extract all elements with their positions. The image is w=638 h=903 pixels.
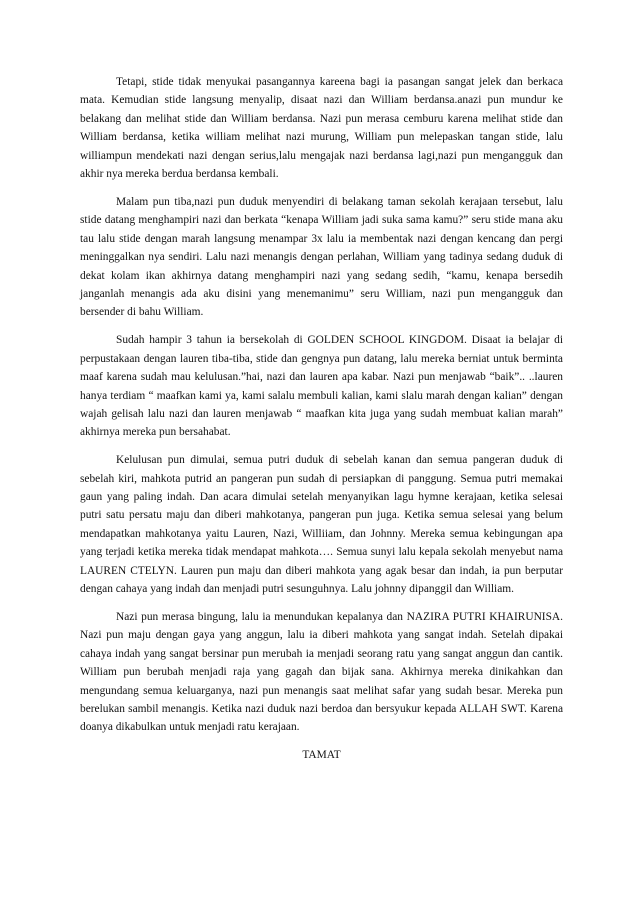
paragraph-2: Malam pun tiba,nazi pun duduk menyendiri di belakang taman sekolah kerajaan tersebut, lalu stide datang menghampiri nazi dan berkata “kenapa William jadi suka sama kamu?” seru stide mana aku tau lalu stide dengan marah langsung menampar 3x lalu ia membentak nazi dengan kencang dan pergi meninggalkan nya sendiri. Lalu nazi menangis dengan perlahan, William yang tadinya sedang duduk di dekat kolam ikan akhirnya datang menghampiri nazi yang sedang sedih, “kamu, kenapa bersedih janganlah menangis ada aku disini yang menemanimu” seru William, nazi pun mengangguk dan bersender di bahu William.: [80, 195, 563, 319]
document-page: [80, 73, 563, 774]
ending-label: TAMAT: [302, 749, 341, 762]
paragraph-3: Sudah hampir 3 tahun ia bersekolah di GOLDEN SCHOOL KINGDOM. Disaat ia belajar di perpustakaan dengan lauren tiba-tiba, stide dan gengnya pun datang, lalu mereka berniat untuk berminta maaf karena sudah mau kelulusan.”hai, nazi dan lauren apa kabar. Nazi pun menjawab “baik”.. ..lauren hanya terdiam “ maafkan kami ya, kami salalu membuli kalian, kami slalu marah dengan kalian” dengan wajah gelisah lalu nazi dan lauren menjawab “ maafkan kita juga yang sudah membuat kalian marah” akhirnya mereka pun bersahabat.: [80, 334, 563, 439]
paragraph-1: Tetapi, stide tidak menyukai pasangannya kareena bagi ia pasangan sangat jelek dan berkaca mata. Kemudian stide langsung menyalip, disaat nazi dan William berdansa.anazi pun mundur ke belakang dan melihat stide dan William berdansa. Nazi pun merasa cemburu karena melihat stide dan William berdansa, ketika william melihat nazi murung, William pun melepaskan tangan stide, lalu williampun mendekati nazi dengan serius,lalu mengajak nazi berdansa lagi,nazi pun mengangguk dan akhir nya mereka berdua berdansa kembali.: [80, 76, 563, 181]
paragraph-5: Nazi pun merasa bingung, lalu ia menundukan kepalanya dan NAZIRA PUTRI KHAIRUNISA. Nazi pun maju dengan gaya yang anggun, lalu ia diberi mahkota yang sangat indah. Setelah dipakai cahaya indah yang sangat bersinar pun merubah ia menjadi seorang ratu yang sangat anggun dan cantik. William pun berubah menjadi raja yang gagah dan bijak sana. Akhirnya mereka dinikahkan dan mengundang semua keluarganya, nazi pun menangis saat melihat safar yang sudah besar. Mereka pun berelukan sambil menangis. Ketika nazi duduk nazi berdoa dan bersyukur kepada ALLAH SWT. Karena doanya dikabulkan untuk menjadi ratu kerajaan.: [80, 610, 563, 734]
paragraph-4: Kelulusan pun dimulai, semua putri duduk di sebelah kanan dan semua pangeran duduk di sebelah kiri, mahkota putrid an pangeran pun sudah di persiapkan di panggung. Semua putri memakai gaun yang paling indah. Dan acara dimulai setelah menyanyikan lagu hymne kerajaan, ketika selesai putri satu persatu maju dan diberi mahkotanya, pangeran pun juga. Ketika semua selesai yang belum mendapatkan mahkotanya yaitu Lauren, Nazi, Williiam, dan Johnny. Mereka semua kebingungan apa yang terjadi ketika mereka tidak mendapat mahkota…. Semua sunyi lalu kepala sekolah menyebut nama LAUREN CTELYN. Lauren pun maju dan diberi mahkota yang agak besar dan indah, ia pun berputar dengan cahaya yang indah dan menjadi putri sesunguhnya. Lalu johnny dipanggil dan William.: [80, 454, 563, 596]
